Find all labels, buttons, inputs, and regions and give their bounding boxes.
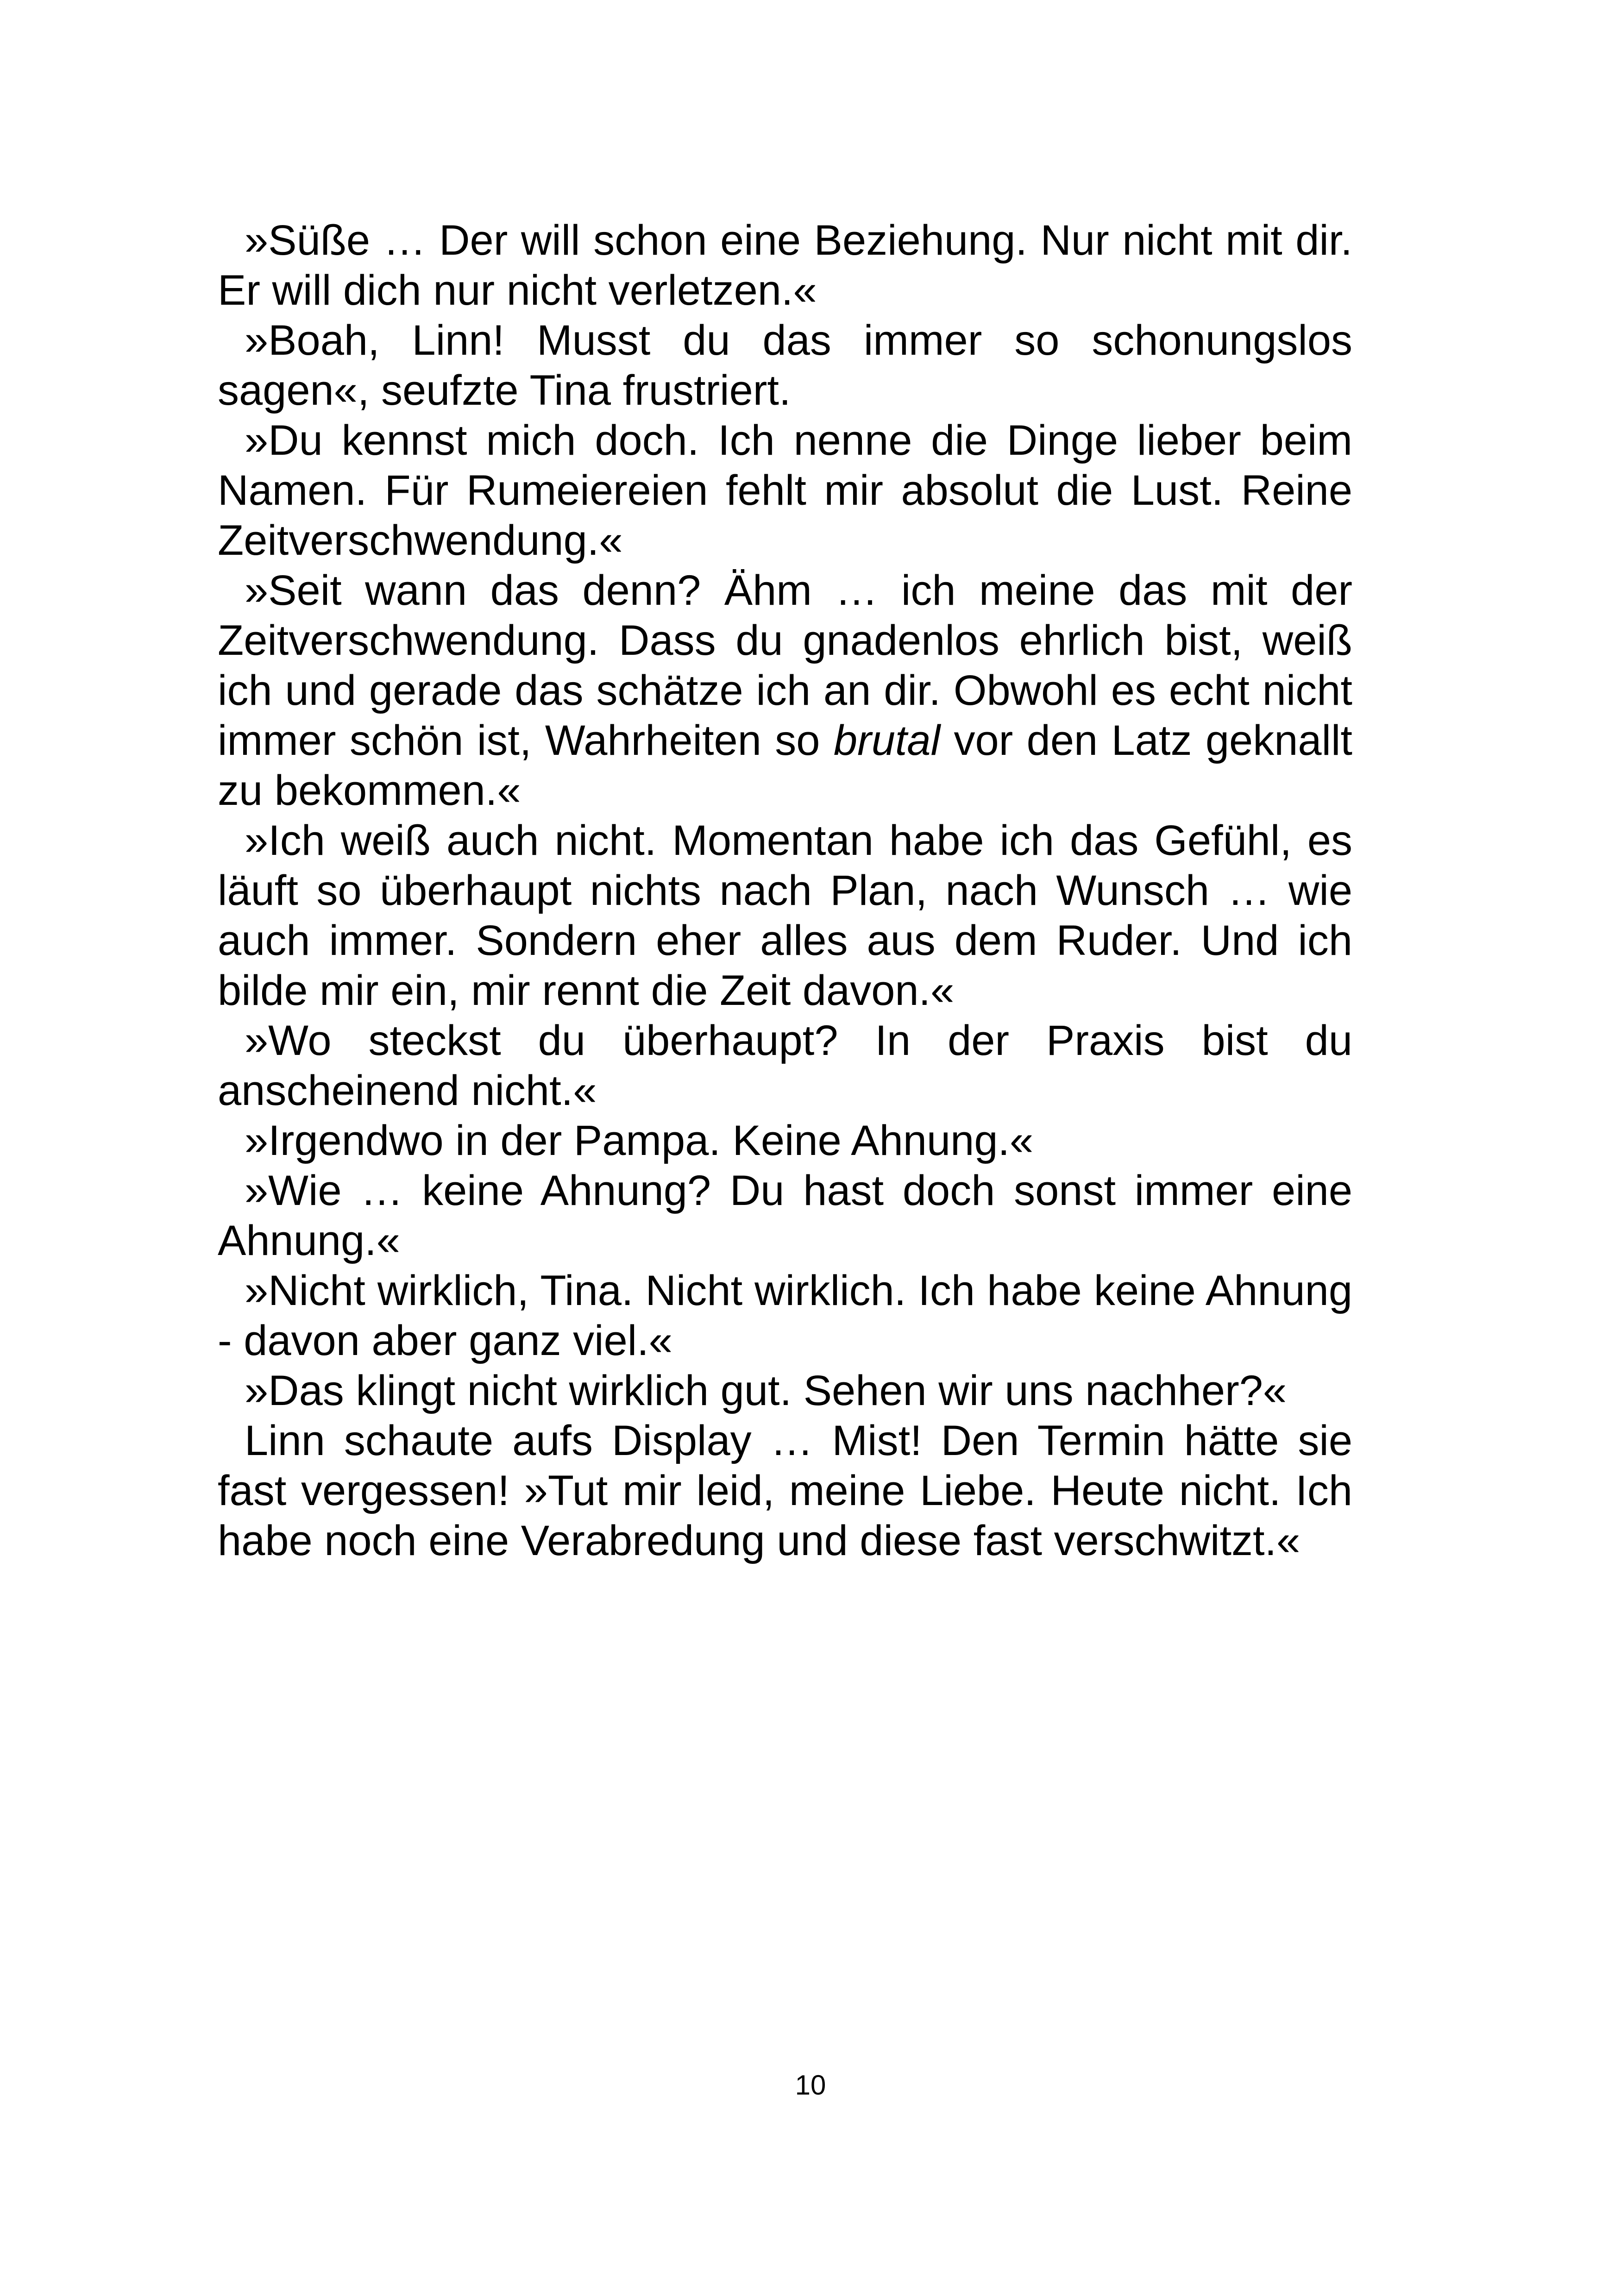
paragraph-10: »Das klingt nicht wirklich gut. Sehen wir uns nachher?«: [245, 1367, 1287, 1414]
paragraph-9: »Nicht wirklich, Tina. Nicht wirklich. Ich habe keine Ahnung - davon aber ganz viel.«: [218, 1267, 1352, 1364]
paragraph-4: [218, 565, 1352, 816]
body-text: [218, 215, 1352, 1566]
paragraph-7: »Irgendwo in der Pampa. Keine Ahnung.«: [245, 1117, 1034, 1164]
paragraph-4-emphasis: brutal: [833, 717, 941, 764]
paragraph-5: »Ich weiß auch nicht. Momentan habe ich das Gefühl, es läuft so überhaupt nichts nach Plan, nach Wunsch … wie auch immer. Sondern eher alles aus dem Ruder. Und ich bilde mir ein, mir rennt die Zeit davon.«: [218, 817, 1352, 1014]
paragraph-4-text-after: vor den Latz geknallt zu bekommen.«: [218, 717, 1352, 814]
paragraph-8: »Wie … keine Ahnung? Du hast doch sonst immer eine Ahnung.«: [218, 1167, 1352, 1264]
paragraph-4-text-before: »Seit wann das denn? Ähm … ich meine das mit der Zeitverschwendung. Dass du gnadenlos ehrlich bist, weiß ich und gerade das schätze ich an dir. Obwohl es echt nicht immer schön ist, Wahrheiten so: [218, 567, 1352, 764]
paragraph-2: »Boah, Linn! Musst du das immer so schonungslos sagen«, seufzte Tina frustriert.: [218, 317, 1352, 414]
paragraph-11: Linn schaute aufs Display … Mist! Den Termin hätte sie fast vergessen! »Tut mir leid, meine Liebe. Heute nicht. Ich habe noch eine Verabredung und diese fast verschwitzt.«: [218, 1417, 1352, 1564]
paragraph-6: »Wo steckst du überhaupt? In der Praxis bist du anscheinend nicht.«: [218, 1017, 1352, 1114]
paragraph-1: »Süße … Der will schon eine Beziehung. Nur nicht mit dir. Er will dich nur nicht verletzen.«: [218, 217, 1352, 314]
page-number: 10: [795, 2070, 826, 2101]
paragraph-3: »Du kennst mich doch. Ich nenne die Dinge lieber beim Namen. Für Rumeiereien fehlt mir absolut die Lust. Reine Zeitverschwendung.«: [218, 417, 1352, 564]
